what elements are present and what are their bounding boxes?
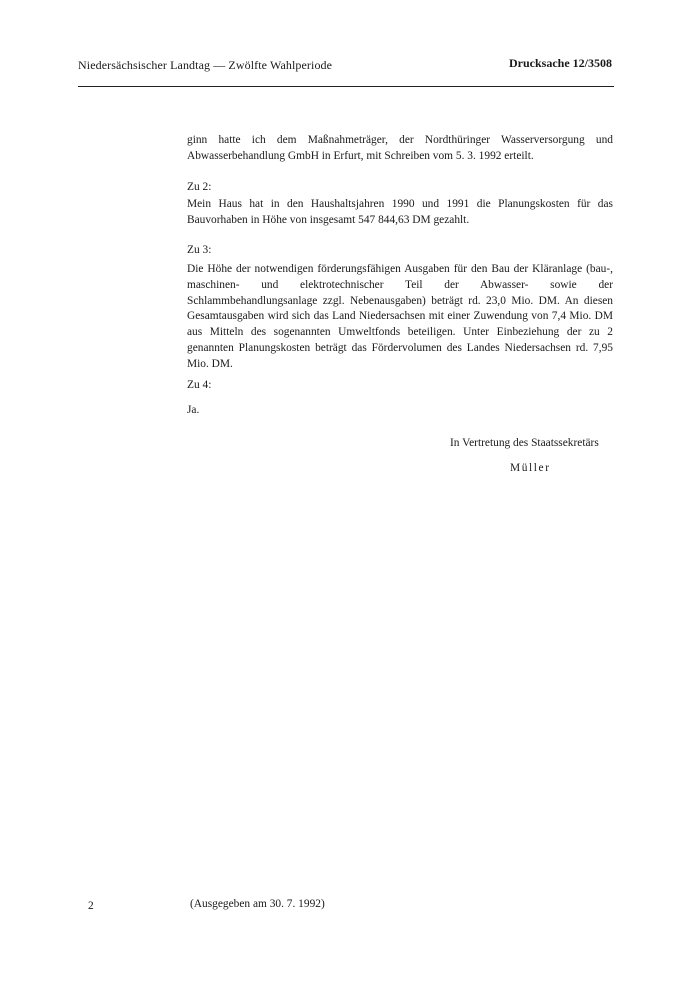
header-parliament-title: Niedersächsischer Landtag — Zwölfte Wahlperiode <box>78 58 333 72</box>
header-document-number: Drucksache 12/3508 <box>509 56 612 70</box>
signature-name: Müller <box>510 462 551 474</box>
issue-date-note: (Ausgegeben am 30. 7. 1992) <box>190 898 325 910</box>
paragraph-zu-2: Mein Haus hat in den Haushaltsjahren 1990 und 1991 die Planungskosten für das Bauvorhaben in Höhe von insgesamt 547 844,63 DM gezahlt. <box>187 198 613 226</box>
answer-zu-4: Ja. <box>187 404 200 416</box>
page-number: 2 <box>88 900 94 912</box>
paragraph-zu-3: Die Höhe der notwendigen förderungsfähigen Ausgaben für den Bau der Kläranlage (bau-, maschinen- und elektrotechnischer Teil der Abwasser- sowie der Schlammbehandlungsanlage zzgl. Nebenausgaben) beträgt rd. 23,0 Mio. DM. An diesen Gesamtausgaben wird sich das Land Niedersachsen mit einer Zuwendung von 7,4 Mio. DM aus Mitteln des sogenannten Umweltfonds beteiligen. Unter Einbeziehung der zu 2 genannten Planungskosten beträgt das Fördervolumen des Landes Niedersachsen rd. 7,95 Mio. DM. <box>187 263 613 370</box>
section-label-zu-2: Zu 2: <box>187 181 212 193</box>
header-divider <box>78 86 614 87</box>
section-label-zu-4: Zu 4: <box>187 379 212 391</box>
section-label-zu-3: Zu 3: <box>187 244 212 256</box>
signature-closing: In Vertretung des Staatssekretärs <box>450 437 599 449</box>
paragraph-continuation: ginn hatte ich dem Maßnahmeträger, der Nordthüringer Wasserversorgung und Abwasserbehandlung GmbH in Erfurt, mit Schreiben vom 5. 3. 1992 erteilt. <box>187 134 613 162</box>
